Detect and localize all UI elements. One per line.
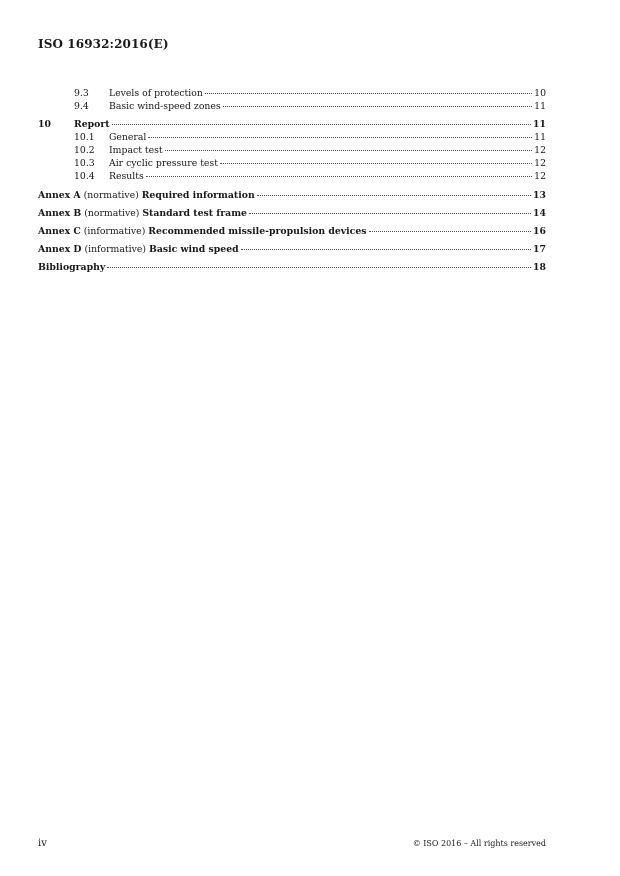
dot-leader bbox=[257, 195, 531, 196]
toc-entry-annex-a[interactable] bbox=[38, 189, 546, 201]
dot-leader bbox=[369, 231, 532, 232]
toc-entry-number: 10.1 bbox=[74, 132, 95, 143]
toc-entry-page: 12 bbox=[534, 171, 546, 182]
toc-entry-page: 11 bbox=[534, 132, 546, 143]
toc-entry-page: 12 bbox=[534, 145, 546, 156]
toc-entry-10-2[interactable] bbox=[38, 144, 546, 157]
table-of-contents bbox=[38, 87, 546, 273]
dot-leader bbox=[220, 163, 532, 164]
toc-entry-10-1[interactable] bbox=[38, 131, 546, 144]
toc-entry-page: 14 bbox=[533, 208, 546, 219]
toc-entry-number: 10.2 bbox=[74, 145, 95, 156]
toc-entry-annex-d[interactable] bbox=[38, 243, 546, 255]
annex-label: Annex B bbox=[38, 208, 82, 219]
annex-kind: (informative) bbox=[84, 244, 146, 255]
dot-leader bbox=[241, 249, 531, 250]
toc-entry-9-3[interactable] bbox=[38, 87, 546, 100]
dot-leader bbox=[148, 137, 532, 138]
toc-entry-10-4[interactable] bbox=[38, 170, 546, 183]
annex-kind: (informative) bbox=[83, 226, 146, 237]
footer-page-number: iv bbox=[38, 838, 47, 849]
dot-leader bbox=[205, 93, 532, 94]
annex-title: Basic wind speed bbox=[148, 244, 239, 255]
dot-leader bbox=[107, 267, 531, 268]
annex-label: Annex A bbox=[38, 190, 81, 201]
toc-entry-10[interactable] bbox=[38, 118, 546, 131]
toc-entry-number: 9.4 bbox=[74, 101, 89, 112]
toc-entry-10-3[interactable] bbox=[38, 157, 546, 170]
toc-entry-number: 10.3 bbox=[74, 158, 95, 169]
dot-leader bbox=[146, 176, 532, 177]
toc-entry-title: Air cyclic pressure test bbox=[109, 158, 218, 169]
toc-entry-page: 16 bbox=[533, 226, 546, 237]
toc-entry-page: 12 bbox=[534, 158, 546, 169]
toc-entry-number: 10.4 bbox=[74, 171, 95, 182]
bibliography-title: Bibliography bbox=[38, 262, 106, 273]
annex-title: Recommended missile-propulsion devices bbox=[148, 226, 367, 237]
toc-entry-page: 11 bbox=[534, 101, 546, 112]
toc-entry-title: Levels of protection bbox=[109, 88, 203, 99]
annex-label: Annex C bbox=[38, 226, 81, 237]
footer-copyright: © ISO 2016 – All rights reserved bbox=[412, 839, 546, 848]
annex-title: Standard test frame bbox=[142, 208, 247, 219]
toc-entry-title: Basic wind-speed zones bbox=[109, 101, 221, 112]
toc-entry-number: 10 bbox=[38, 119, 51, 130]
toc-entry-page: 18 bbox=[533, 262, 546, 273]
annex-title: Required information bbox=[141, 190, 255, 201]
dot-leader bbox=[223, 106, 532, 107]
toc-entry-annex-c[interactable] bbox=[38, 225, 546, 237]
toc-entry-title: Report bbox=[74, 119, 110, 130]
toc-entry-title: Results bbox=[109, 171, 144, 182]
toc-entry-page: 10 bbox=[534, 88, 546, 99]
toc-entry-page: 11 bbox=[533, 119, 546, 130]
toc-entry-9-4[interactable] bbox=[38, 100, 546, 113]
toc-entry-page: 13 bbox=[533, 190, 546, 201]
annex-kind: (normative) bbox=[83, 190, 139, 201]
toc-entry-annex-b[interactable] bbox=[38, 207, 546, 219]
toc-entry-title: Impact test bbox=[109, 145, 163, 156]
toc-entry-page: 17 bbox=[533, 244, 546, 255]
annex-label: Annex D bbox=[38, 244, 82, 255]
dot-leader bbox=[112, 124, 532, 125]
annex-kind: (normative) bbox=[84, 208, 140, 219]
toc-entry-number: 9.3 bbox=[74, 88, 89, 99]
toc-entry-title: General bbox=[109, 132, 147, 143]
toc-entry-bibliography[interactable] bbox=[38, 261, 546, 273]
dot-leader bbox=[165, 150, 533, 151]
document-header: ISO 16932:2016(E) bbox=[38, 37, 169, 51]
dot-leader bbox=[249, 213, 531, 214]
